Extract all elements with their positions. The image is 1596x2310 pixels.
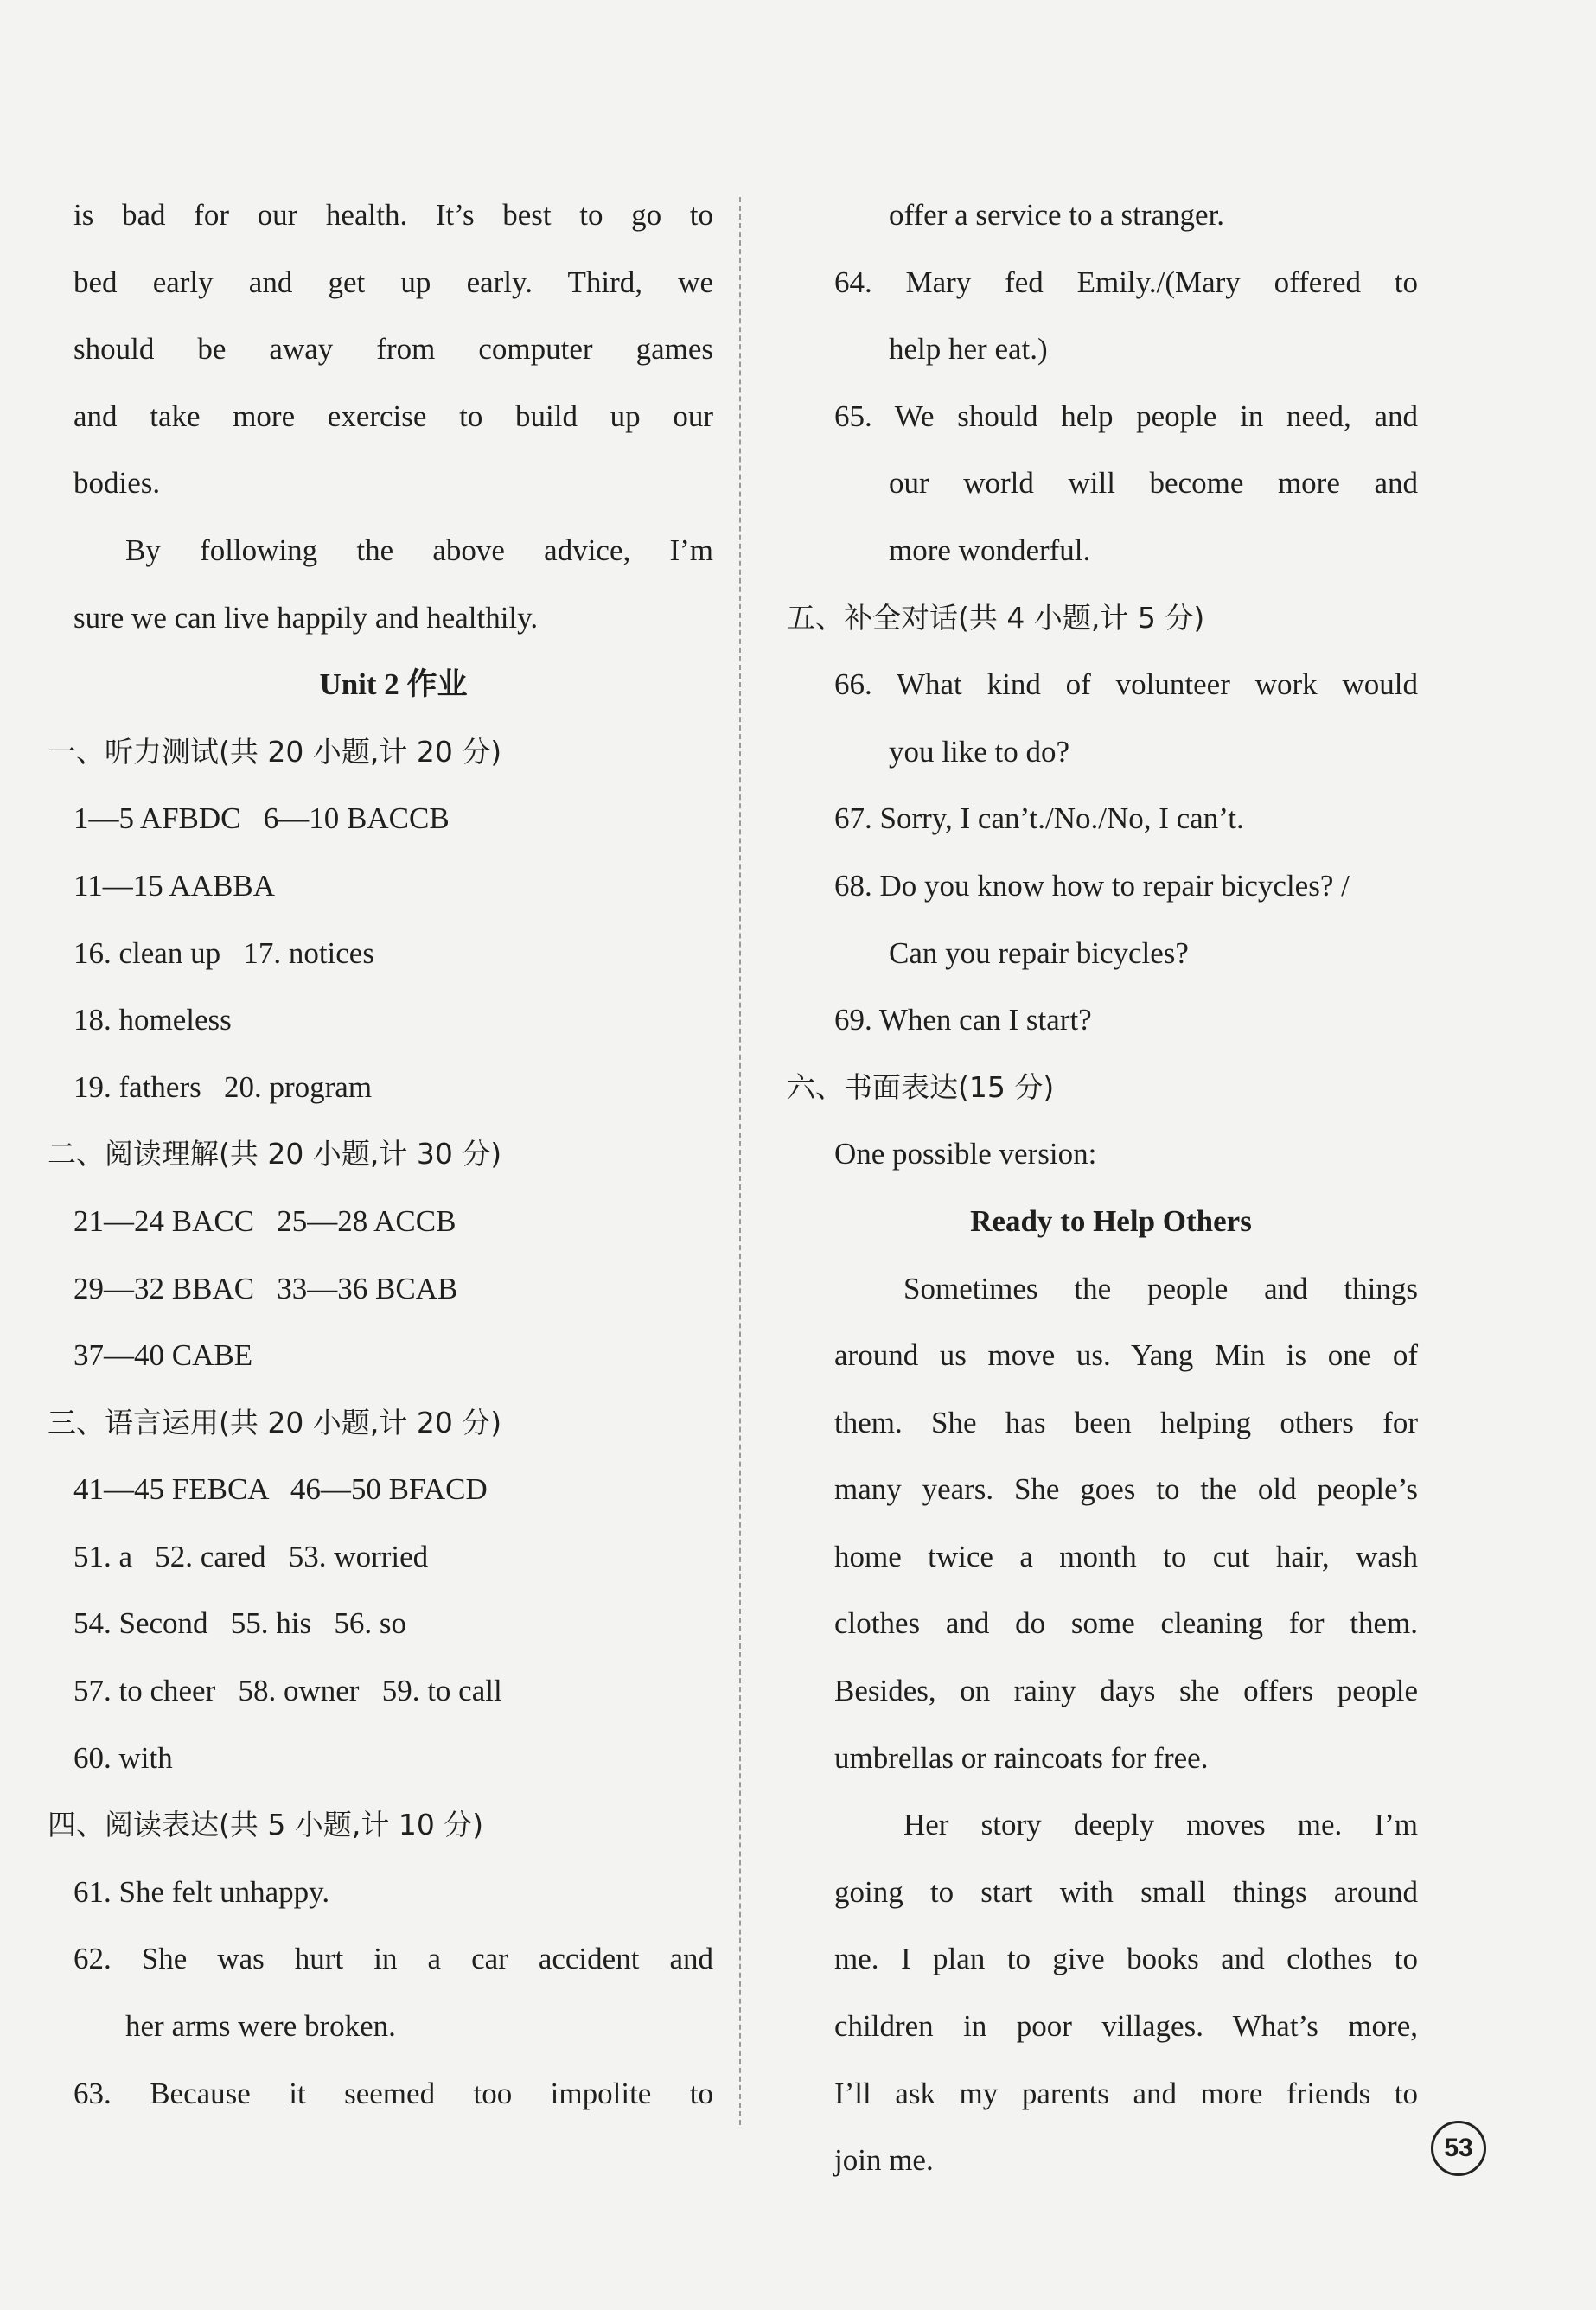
answer-line: you like to do?: [889, 734, 1069, 769]
intro-line: is bad for our health. It’s best to go to: [73, 198, 713, 232]
answer-line: 65. We should help people in need, and: [834, 399, 1418, 433]
answer-line: 37—40 CABE: [73, 1338, 253, 1373]
answer-line: 11—15 AABBA: [73, 868, 276, 903]
essay-line: many years. She goes to the old people’s: [834, 1472, 1418, 1507]
answer-line: 62. She was hurt in a car accident and: [73, 1942, 713, 1976]
section-heading-reading: 二、阅读理解(共 20 小题,计 30 分): [48, 1137, 502, 1171]
answer-line: 29—32 BBAC 33—36 BCAB: [73, 1271, 458, 1305]
section-heading-writing: 六、书面表达(15 分): [787, 1069, 1055, 1104]
intro-line: By following the above advice, I’m: [125, 533, 713, 567]
essay-line: children in poor villages. What’s more,: [834, 2009, 1418, 2044]
answer-line: Can you repair bicycles?: [889, 935, 1189, 970]
intro-line: bed early and get up early. Third, we: [73, 265, 713, 299]
essay-line: me. I plan to give books and clothes to: [834, 1942, 1418, 1976]
answer-line: more wonderful.: [889, 533, 1091, 567]
essay-line: clothes and do some cleaning for them.: [834, 1606, 1418, 1641]
answer-line: 54. Second 55. his 56. so: [73, 1606, 406, 1641]
section-heading-listening: 一、听力测试(共 20 小题,计 20 分): [48, 734, 502, 769]
answer-line: 67. Sorry, I can’t./No./No, I can’t.: [834, 801, 1244, 836]
answer-line: our world will become more and: [889, 466, 1418, 501]
answer-line: 63. Because it seemed too impolite to: [73, 2076, 713, 2110]
essay-line: Her story deeply moves me. I’m: [903, 1808, 1418, 1842]
page-number: 53: [1431, 2121, 1486, 2176]
section-heading-reading-expression: 四、阅读表达(共 5 小题,计 10 分): [48, 1808, 484, 1842]
answer-line: 21—24 BACC 25—28 ACCB: [73, 1203, 456, 1238]
intro-line: bodies.: [73, 466, 161, 501]
intro-line: sure we can live happily and healthily.: [73, 600, 539, 635]
answer-line: 66. What kind of volunteer work would: [834, 667, 1418, 702]
essay-line: home twice a month to cut hair, wash: [834, 1539, 1418, 1573]
essay-line: them. She has been helping others for: [834, 1405, 1418, 1439]
essay-line: join me.: [834, 2143, 934, 2178]
answer-line: 41—45 FEBCA 46—50 BFACD: [73, 1472, 488, 1507]
answer-line: 60. with: [73, 1740, 173, 1775]
essay-line: umbrellas or raincoats for free.: [834, 1740, 1209, 1775]
essay-line: Besides, on rainy days she offers people: [834, 1674, 1418, 1708]
answer-line: 1—5 AFBDC 6—10 BACCB: [73, 801, 450, 836]
column-divider: [739, 197, 741, 2125]
essay-line: I’ll ask my parents and more friends to: [834, 2076, 1418, 2110]
section-heading-dialogue: 五、补全对话(共 4 小题,计 5 分): [787, 600, 1205, 635]
answer-line: help her eat.): [889, 332, 1048, 367]
section-heading-language: 三、语言运用(共 20 小题,计 20 分): [48, 1405, 502, 1439]
answer-line: 16. clean up 17. notices: [73, 935, 374, 970]
answer-line: 19. fathers 20. program: [73, 1069, 373, 1104]
answer-line: offer a service to a stranger.: [889, 198, 1225, 232]
unit-title: Unit 2 作业: [319, 667, 468, 702]
version-label: One possible version:: [834, 1137, 1097, 1171]
essay-line: going to start with small things around: [834, 1874, 1418, 1909]
answer-line: her arms were broken.: [125, 2009, 396, 2044]
answer-line: 18. homeless: [73, 1003, 232, 1037]
answer-line: 69. When can I start?: [834, 1003, 1092, 1037]
answer-line: 61. She felt unhappy.: [73, 1874, 330, 1909]
essay-title: Ready to Help Others: [970, 1203, 1252, 1238]
answer-line: 51. a 52. cared 53. worried: [73, 1539, 429, 1573]
intro-line: should be away from computer games: [73, 332, 713, 367]
answer-line: 68. Do you know how to repair bicycles? /: [834, 868, 1350, 903]
essay-line: around us move us. Yang Min is one of: [834, 1338, 1418, 1373]
essay-line: Sometimes the people and things: [903, 1271, 1418, 1305]
left-column: [48, 182, 713, 2127]
right-column: [787, 182, 1418, 2194]
intro-line: and take more exercise to build up our: [73, 399, 713, 433]
answer-line: 64. Mary fed Emily./(Mary offered to: [834, 265, 1418, 299]
answer-line: 57. to cheer 58. owner 59. to call: [73, 1674, 502, 1708]
